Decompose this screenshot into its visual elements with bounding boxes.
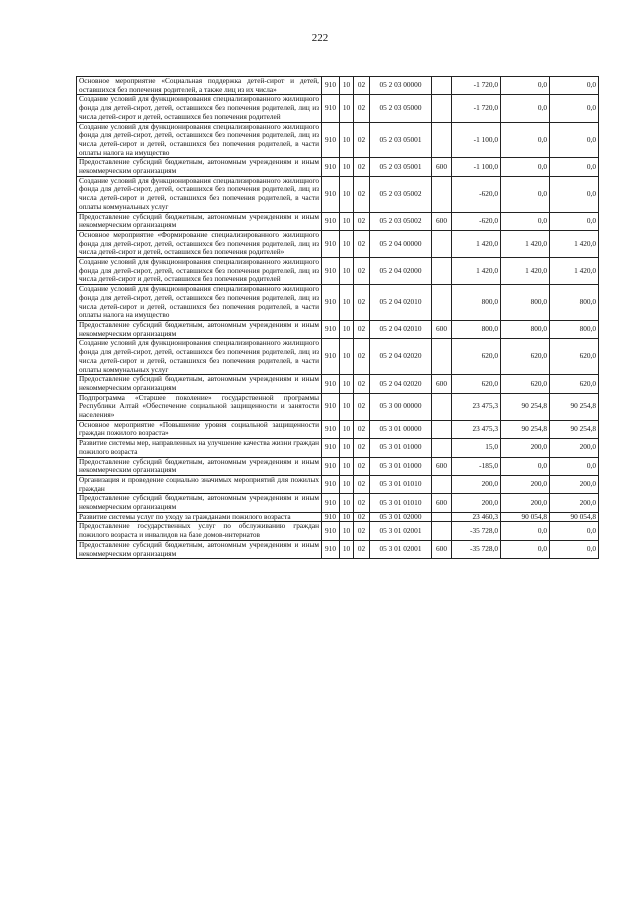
amount-year-1: 800,0 xyxy=(452,320,501,338)
row-name: Создание условий для функционирования специализированного жилищного фонда для детей-сирот, детей, оставшихся без попечения родителей, лиц из числа детей-сирот и детей, оставшихся без попечения родителей, в части оплаты коммунальных услуг xyxy=(77,339,322,375)
subsection-code: 02 xyxy=(354,475,370,493)
target-article: 05 2 04 02020 xyxy=(370,339,432,375)
page-number: 222 xyxy=(311,32,329,44)
row-name: Предоставление субсидий бюджетным, автономным учреждениям и иным некоммерческим организациям xyxy=(77,494,322,512)
amount-year-3: 0,0 xyxy=(550,212,599,230)
ministry-code: 910 xyxy=(322,230,340,257)
amount-year-3: 200,0 xyxy=(550,475,599,493)
section-code: 10 xyxy=(340,439,354,457)
section-code: 10 xyxy=(340,375,354,393)
ministry-code: 910 xyxy=(322,420,340,438)
amount-year-3: 90 054,8 xyxy=(550,512,599,522)
row-name: Развитие системы услуг по уходу за гражданами пожилого возраста xyxy=(77,512,322,522)
amount-year-3: 0,0 xyxy=(550,176,599,212)
subsection-code: 02 xyxy=(354,176,370,212)
row-name: Создание условий для функционирования специализированного жилищного фонда для детей-сирот, детей, оставшихся без попечения родителей, лиц из числа детей-сирот и детей, оставшихся без попечения родителей, в части оплаты коммунальных услуг xyxy=(77,176,322,212)
amount-year-2: 0,0 xyxy=(501,158,550,176)
expense-type xyxy=(432,176,452,212)
table-row xyxy=(77,439,599,457)
amount-year-3: 90 254,8 xyxy=(550,420,599,438)
ministry-code: 910 xyxy=(322,339,340,375)
amount-year-2: 0,0 xyxy=(501,95,550,122)
amount-year-1: -1 720,0 xyxy=(452,95,501,122)
section-code: 10 xyxy=(340,540,354,558)
row-name: Создание условий для функционирования специализированного жилищного фонда для детей-сирот, детей, оставшихся без попечения родителей, лиц из числа детей-сирот и детей, оставшихся без попечения родителей, в части оплаты налога на имущество xyxy=(77,285,322,321)
amount-year-3: 200,0 xyxy=(550,439,599,457)
target-article: 05 2 03 05001 xyxy=(370,122,432,158)
row-name: Предоставление субсидий бюджетным, автономным учреждениям и иным некоммерческим организациям xyxy=(77,158,322,176)
expense-type xyxy=(432,522,452,540)
table-row xyxy=(77,375,599,393)
subsection-code: 02 xyxy=(354,494,370,512)
table-row xyxy=(77,95,599,122)
section-code: 10 xyxy=(340,230,354,257)
target-article: 05 2 03 05000 xyxy=(370,95,432,122)
table-row xyxy=(77,122,599,158)
ministry-code: 910 xyxy=(322,393,340,420)
amount-year-1: -1 720,0 xyxy=(452,77,501,95)
row-name: Основное мероприятие «Повышение уровня социальной защищенности граждан пожилого возраста» xyxy=(77,420,322,438)
subsection-code: 02 xyxy=(354,77,370,95)
table-row xyxy=(77,339,599,375)
section-code: 10 xyxy=(340,457,354,475)
row-name: Предоставление субсидий бюджетным, автономным учреждениям и иным некоммерческим организациям xyxy=(77,540,322,558)
section-code: 10 xyxy=(340,285,354,321)
ministry-code: 910 xyxy=(322,158,340,176)
ministry-code: 910 xyxy=(322,375,340,393)
section-code: 10 xyxy=(340,212,354,230)
amount-year-3: 90 254,8 xyxy=(550,393,599,420)
subsection-code: 02 xyxy=(354,230,370,257)
section-code: 10 xyxy=(340,122,354,158)
subsection-code: 02 xyxy=(354,122,370,158)
subsection-code: 02 xyxy=(354,158,370,176)
expense-type xyxy=(432,393,452,420)
table-row xyxy=(77,494,599,512)
amount-year-2: 1 420,0 xyxy=(501,230,550,257)
subsection-code: 02 xyxy=(354,339,370,375)
target-article: 05 3 01 01010 xyxy=(370,494,432,512)
ministry-code: 910 xyxy=(322,285,340,321)
row-name: Основное мероприятие «Формирование специализированного жилищного фонда для детей-сирот, детей, оставшихся без попечения родителей, лиц из числа детей-сирот и детей, оставшихся без попечения родителей» xyxy=(77,230,322,257)
amount-year-1: 1 420,0 xyxy=(452,258,501,285)
amount-year-3: 1 420,0 xyxy=(550,230,599,257)
table-row xyxy=(77,512,599,522)
ministry-code: 910 xyxy=(322,122,340,158)
target-article: 05 2 03 05002 xyxy=(370,212,432,230)
target-article: 05 3 01 01000 xyxy=(370,457,432,475)
ministry-code: 910 xyxy=(322,494,340,512)
section-code: 10 xyxy=(340,522,354,540)
subsection-code: 02 xyxy=(354,258,370,285)
subsection-code: 02 xyxy=(354,285,370,321)
section-code: 10 xyxy=(340,475,354,493)
amount-year-2: 200,0 xyxy=(501,439,550,457)
amount-year-2: 0,0 xyxy=(501,457,550,475)
amount-year-3: 620,0 xyxy=(550,375,599,393)
amount-year-1: -35 728,0 xyxy=(452,522,501,540)
amount-year-2: 0,0 xyxy=(501,212,550,230)
table-row xyxy=(77,475,599,493)
expense-type xyxy=(432,95,452,122)
target-article: 05 3 00 00000 xyxy=(370,393,432,420)
ministry-code: 910 xyxy=(322,439,340,457)
amount-year-2: 0,0 xyxy=(501,176,550,212)
target-article: 05 3 01 02000 xyxy=(370,512,432,522)
row-name: Создание условий для функционирования специализированного жилищного фонда для детей-сирот, детей, оставшихся без попечения родителей, лиц из числа детей-сирот и детей, оставшихся без попечения родителей, в части оплаты налога на имущество xyxy=(77,122,322,158)
section-code: 10 xyxy=(340,420,354,438)
table-row xyxy=(77,457,599,475)
table-row xyxy=(77,230,599,257)
expense-type: 600 xyxy=(432,320,452,338)
target-article: 05 3 01 01010 xyxy=(370,475,432,493)
ministry-code: 910 xyxy=(322,540,340,558)
row-name: Развитие системы мер, направленных на улучшение качества жизни граждан пожилого возраста xyxy=(77,439,322,457)
amount-year-2: 1 420,0 xyxy=(501,258,550,285)
table-row xyxy=(77,258,599,285)
ministry-code: 910 xyxy=(322,258,340,285)
subsection-code: 02 xyxy=(354,457,370,475)
row-name: Организация и проведение социально значимых мероприятий для пожилых граждан xyxy=(77,475,322,493)
amount-year-1: -1 100,0 xyxy=(452,158,501,176)
table-row xyxy=(77,77,599,95)
section-code: 10 xyxy=(340,77,354,95)
row-name: Предоставление субсидий бюджетным, автономным учреждениям и иным некоммерческим организациям xyxy=(77,320,322,338)
budget-table xyxy=(76,76,599,559)
table-body xyxy=(77,77,599,559)
amount-year-2: 800,0 xyxy=(501,320,550,338)
target-article: 05 2 04 02020 xyxy=(370,375,432,393)
ministry-code: 910 xyxy=(322,95,340,122)
ministry-code: 910 xyxy=(322,77,340,95)
section-code: 10 xyxy=(340,320,354,338)
table-row xyxy=(77,176,599,212)
amount-year-2: 620,0 xyxy=(501,339,550,375)
target-article: 05 3 01 02001 xyxy=(370,540,432,558)
amount-year-1: -620,0 xyxy=(452,176,501,212)
amount-year-2: 800,0 xyxy=(501,285,550,321)
amount-year-1: -35 728,0 xyxy=(452,540,501,558)
section-code: 10 xyxy=(340,494,354,512)
table-row xyxy=(77,420,599,438)
ministry-code: 910 xyxy=(322,457,340,475)
amount-year-1: -1 100,0 xyxy=(452,122,501,158)
ministry-code: 910 xyxy=(322,512,340,522)
amount-year-3: 800,0 xyxy=(550,285,599,321)
table-row xyxy=(77,285,599,321)
table-row xyxy=(77,393,599,420)
subsection-code: 02 xyxy=(354,420,370,438)
row-name: Подпрограмма «Старшее поколение» государственной программы Республики Алтай «Обеспечение социальной защищенности и занятости населения» xyxy=(77,393,322,420)
amount-year-3: 0,0 xyxy=(550,122,599,158)
amount-year-3: 800,0 xyxy=(550,320,599,338)
expense-type xyxy=(432,285,452,321)
amount-year-3: 0,0 xyxy=(550,540,599,558)
ministry-code: 910 xyxy=(322,212,340,230)
expense-type: 600 xyxy=(432,494,452,512)
amount-year-2: 0,0 xyxy=(501,122,550,158)
subsection-code: 02 xyxy=(354,393,370,420)
amount-year-2: 90 054,8 xyxy=(501,512,550,522)
target-article: 05 2 04 02000 xyxy=(370,258,432,285)
row-name: Предоставление государственных услуг по обслуживанию граждан пожилого возраста и инвалидов на базе домов-интернатов xyxy=(77,522,322,540)
table-row xyxy=(77,158,599,176)
amount-year-1: -620,0 xyxy=(452,212,501,230)
row-name: Предоставление субсидий бюджетным, автономным учреждениям и иным некоммерческим организациям xyxy=(77,212,322,230)
target-article: 05 2 03 05002 xyxy=(370,176,432,212)
row-name: Предоставление субсидий бюджетным, автономным учреждениям и иным некоммерческим организациям xyxy=(77,457,322,475)
row-name: Создание условий для функционирования специализированного жилищного фонда для детей-сирот, детей, оставшихся без попечения родителей, лиц из числа детей-сирот и детей, оставшихся без попечения родителей xyxy=(77,258,322,285)
subsection-code: 02 xyxy=(354,375,370,393)
amount-year-2: 0,0 xyxy=(501,522,550,540)
table-row xyxy=(77,320,599,338)
amount-year-3: 0,0 xyxy=(550,77,599,95)
ministry-code: 910 xyxy=(322,522,340,540)
subsection-code: 02 xyxy=(354,522,370,540)
amount-year-2: 90 254,8 xyxy=(501,393,550,420)
amount-year-1: 200,0 xyxy=(452,494,501,512)
amount-year-1: 200,0 xyxy=(452,475,501,493)
row-name: Основное мероприятие «Социальная поддержка детей-сирот и детей, оставшихся без попечения родителей, а также лиц из их числа» xyxy=(77,77,322,95)
amount-year-3: 200,0 xyxy=(550,494,599,512)
expense-type xyxy=(432,77,452,95)
amount-year-1: 23 475,3 xyxy=(452,420,501,438)
table-row xyxy=(77,212,599,230)
target-article: 05 3 01 02001 xyxy=(370,522,432,540)
subsection-code: 02 xyxy=(354,439,370,457)
section-code: 10 xyxy=(340,258,354,285)
expense-type xyxy=(432,420,452,438)
row-name: Создание условий для функционирования специализированного жилищного фонда для детей-сирот, детей, оставшихся без попечения родителей, лиц из числа детей-сирот и детей, оставшихся без попечения родителей xyxy=(77,95,322,122)
section-code: 10 xyxy=(340,95,354,122)
amount-year-3: 0,0 xyxy=(550,158,599,176)
table-row xyxy=(77,540,599,558)
target-article: 05 3 01 01000 xyxy=(370,439,432,457)
subsection-code: 02 xyxy=(354,95,370,122)
expense-type xyxy=(432,339,452,375)
section-code: 10 xyxy=(340,339,354,375)
subsection-code: 02 xyxy=(354,512,370,522)
amount-year-2: 200,0 xyxy=(501,475,550,493)
target-article: 05 2 04 02010 xyxy=(370,285,432,321)
amount-year-3: 0,0 xyxy=(550,522,599,540)
amount-year-1: 620,0 xyxy=(452,339,501,375)
amount-year-1: -185,0 xyxy=(452,457,501,475)
subsection-code: 02 xyxy=(354,540,370,558)
expense-type: 600 xyxy=(432,212,452,230)
amount-year-1: 15,0 xyxy=(452,439,501,457)
target-article: 05 3 01 00000 xyxy=(370,420,432,438)
expense-type: 600 xyxy=(432,540,452,558)
amount-year-1: 800,0 xyxy=(452,285,501,321)
amount-year-3: 1 420,0 xyxy=(550,258,599,285)
amount-year-2: 200,0 xyxy=(501,494,550,512)
amount-year-3: 0,0 xyxy=(550,95,599,122)
expense-type: 600 xyxy=(432,457,452,475)
ministry-code: 910 xyxy=(322,176,340,212)
amount-year-2: 620,0 xyxy=(501,375,550,393)
ministry-code: 910 xyxy=(322,320,340,338)
amount-year-1: 620,0 xyxy=(452,375,501,393)
amount-year-2: 0,0 xyxy=(501,77,550,95)
section-code: 10 xyxy=(340,393,354,420)
row-name: Предоставление субсидий бюджетным, автономным учреждениям и иным некоммерческим организациям xyxy=(77,375,322,393)
expense-type: 600 xyxy=(432,158,452,176)
amount-year-3: 620,0 xyxy=(550,339,599,375)
subsection-code: 02 xyxy=(354,212,370,230)
amount-year-1: 23 475,3 xyxy=(452,393,501,420)
target-article: 05 2 03 00000 xyxy=(370,77,432,95)
table-row xyxy=(77,522,599,540)
section-code: 10 xyxy=(340,176,354,212)
section-code: 10 xyxy=(340,512,354,522)
expense-type xyxy=(432,512,452,522)
amount-year-1: 1 420,0 xyxy=(452,230,501,257)
expense-type xyxy=(432,122,452,158)
section-code: 10 xyxy=(340,158,354,176)
amount-year-1: 23 460,3 xyxy=(452,512,501,522)
target-article: 05 2 03 05001 xyxy=(370,158,432,176)
subsection-code: 02 xyxy=(354,320,370,338)
target-article: 05 2 04 00000 xyxy=(370,230,432,257)
target-article: 05 2 04 02010 xyxy=(370,320,432,338)
expense-type xyxy=(432,439,452,457)
amount-year-3: 0,0 xyxy=(550,457,599,475)
expense-type xyxy=(432,258,452,285)
expense-type xyxy=(432,230,452,257)
expense-type: 600 xyxy=(432,375,452,393)
amount-year-2: 0,0 xyxy=(501,540,550,558)
amount-year-2: 90 254,8 xyxy=(501,420,550,438)
expense-type xyxy=(432,475,452,493)
ministry-code: 910 xyxy=(322,475,340,493)
